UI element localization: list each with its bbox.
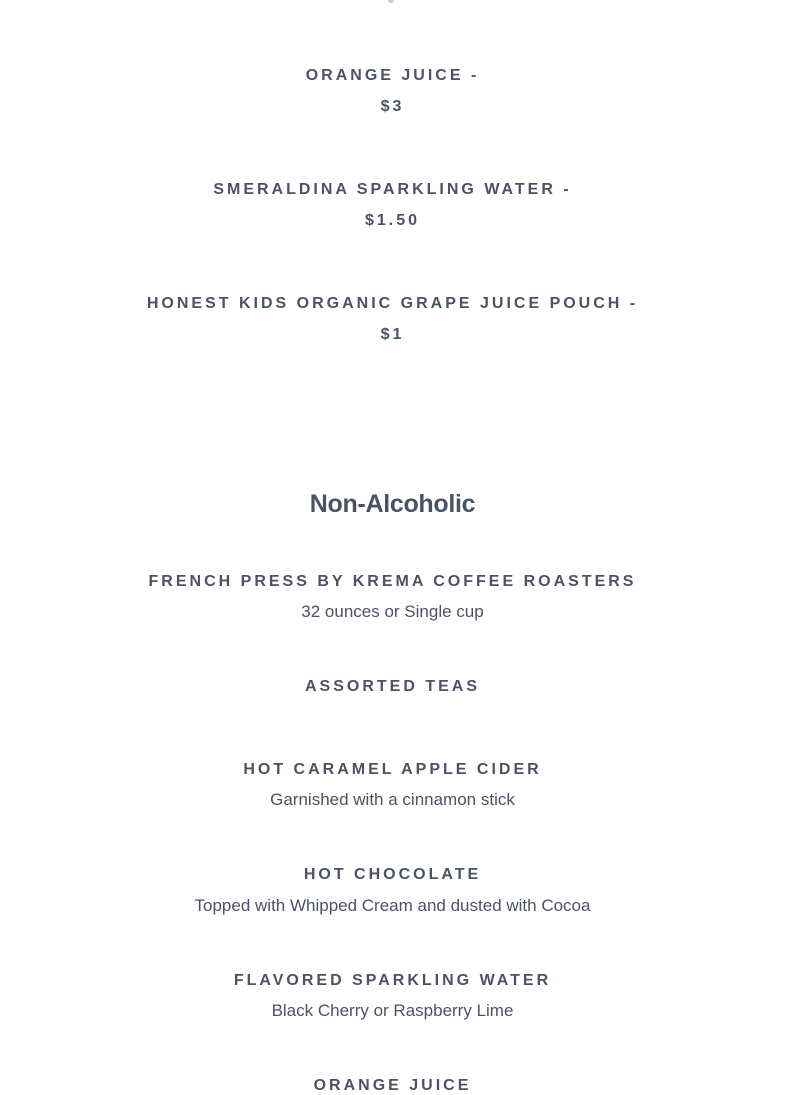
menu-item-name: ASSORTED TEAS — [304, 678, 480, 695]
menu-item-description: 32 ounces or Single cup — [301, 602, 484, 621]
menu-item-name: HOT CARAMEL APPLE CIDER — [243, 761, 542, 778]
menu-item-price: $3 — [380, 98, 405, 115]
section-heading: Non-Alcoholic — [309, 490, 476, 518]
menu-item-name: ORANGE JUICE — [313, 1077, 472, 1094]
menu-item-name: FRENCH PRESS BY KREMA COFFEE ROASTERS — [148, 573, 637, 590]
menu-item-name: FLAVORED SPARKLING WATER — [233, 972, 552, 989]
menu-item-name: HOT CHOCOLATE — [303, 866, 482, 883]
cutoff-text-fragment — [388, 0, 394, 3]
menu-item-price: $1 — [380, 326, 405, 343]
menu-item-description: Garnished with a cinnamon stick — [270, 790, 515, 809]
menu-item-price: $1.50 — [364, 212, 421, 229]
menu-item-name: ORANGE JUICE - — [305, 67, 480, 84]
menu-item-name: HONEST KIDS ORGANIC GRAPE JUICE POUCH - — [146, 295, 639, 312]
menu-item-description: Topped with Whipped Cream and dusted with Cocoa — [194, 896, 591, 915]
menu-item-description: Black Cherry or Raspberry Lime — [271, 1001, 514, 1020]
menu-item-name: SMERALDINA SPARKLING WATER - — [213, 181, 572, 198]
